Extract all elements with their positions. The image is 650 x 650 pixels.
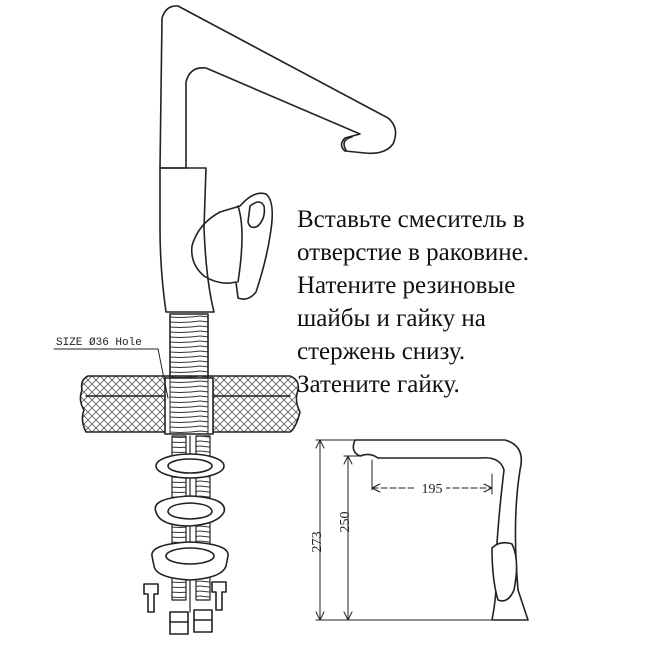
instruction-line-5: стержень снизу. <box>297 338 466 365</box>
hose-fitting-right <box>194 610 212 632</box>
lever-slot <box>248 202 264 227</box>
dimension-spout-reach: 195 <box>421 482 443 497</box>
faucet-body <box>160 168 214 312</box>
instruction-line-1: Вставьте смеситель в <box>297 206 525 233</box>
mounting-bolt-right <box>212 582 226 610</box>
hole-size-label: SIZE Ø36 Hole <box>56 337 142 349</box>
installation-instructions <box>297 203 642 401</box>
instruction-line-3: Натените резиновые <box>297 272 516 299</box>
dimension-total-height: 273 <box>310 531 325 553</box>
faucet-spout <box>160 6 396 168</box>
mounting-bolt-left <box>144 584 158 612</box>
faucet-lever-handle <box>192 193 273 299</box>
spacer-washer <box>155 496 224 526</box>
instruction-line-4: шайбы и гайку на <box>297 305 486 332</box>
threaded-shank <box>170 314 208 380</box>
instruction-line-2: отверстие в раковине. <box>297 239 530 266</box>
dimension-spout-height: 250 <box>338 511 353 533</box>
hose-fitting-left <box>170 612 188 634</box>
instruction-line-6: Затените гайку. <box>297 371 460 398</box>
